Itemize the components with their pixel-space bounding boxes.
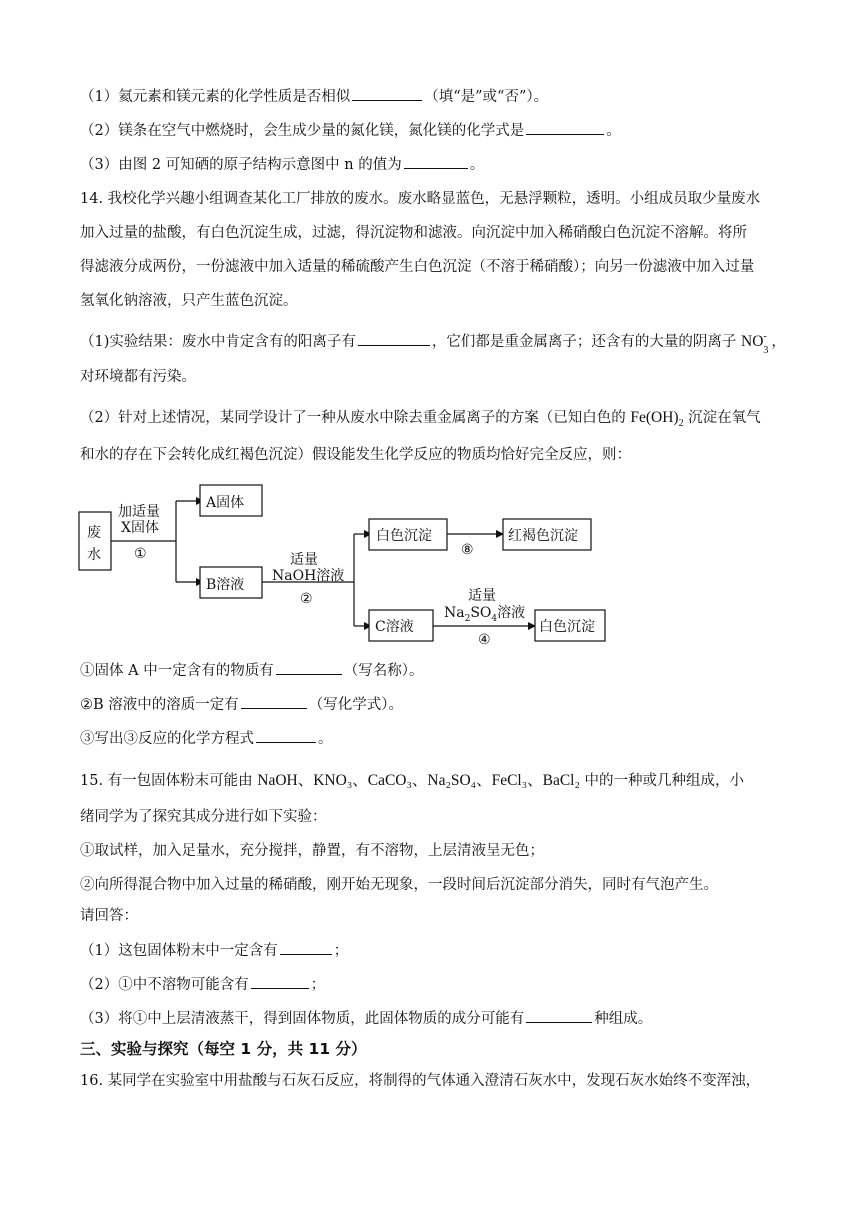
text: （填“是”或“否”）。 xyxy=(424,89,549,105)
text: （1）这包固体粉末中一定含有 xyxy=(80,943,278,959)
step1-label: 加适量 xyxy=(118,504,160,520)
text: （写化学式）。 xyxy=(308,697,404,713)
question-14-line4: 氢氧化钠溶液，只产生蓝色沉淀。 xyxy=(80,293,298,309)
box-a-label: A固体 xyxy=(206,495,245,511)
answer-blank[interactable] xyxy=(241,694,307,709)
text: （1)实验结果：废水中肯定含有的阳离子有 xyxy=(80,334,356,350)
text: 沉淀在氧气 xyxy=(683,410,761,426)
question-14-line1: 14. 我校化学兴趣小组调查某化工厂排放的废水。废水略显蓝色，无悬浮颗粒，透明。小组成员取少量废水 xyxy=(80,191,761,207)
step1-reagent: X固体 xyxy=(121,520,159,536)
text: 。 xyxy=(469,157,485,173)
question-14-sub1 xyxy=(80,331,800,356)
question-14-item1 xyxy=(80,660,800,682)
text: ， xyxy=(771,334,786,350)
step2-reagent: NaOH溶液 xyxy=(272,568,345,584)
text: ②B 溶液中的溶质一定有 xyxy=(80,697,239,713)
red-brown-precipitate-label: 红褐色沉淀 xyxy=(508,528,578,544)
step1-number: ① xyxy=(134,546,147,562)
question-15-part1 xyxy=(80,940,800,962)
question-14-sub2 xyxy=(80,407,800,435)
answer-blank[interactable] xyxy=(256,728,316,743)
question-15-line1 xyxy=(80,770,800,792)
question-14-sub2-cont: 和水的存在下会转化成红褐色沉淀）假设能发生化学反应的物质均恰好完全反应，则： xyxy=(80,447,631,463)
text: （写名称）。 xyxy=(343,663,424,679)
question-14-line3: 得滤液分成两份，一份滤液中加入适量的稀硫酸产生白色沉淀（不溶于稀硝酸）；向另一份滤液中加入过量 xyxy=(80,259,755,275)
text: ； xyxy=(310,977,326,993)
compound-list: NaOH、KNO₃、CaCO₃、Na₂SO₄、FeCl₃、BaCl₂ xyxy=(257,772,580,789)
box-c-label: C溶液 xyxy=(375,619,414,635)
question-14-line2: 加入过量的盐酸，有白色沉淀生成，过滤，得沉淀物和滤液。向沉淀中加入稀硝酸白色沉淀不溶解。将所 xyxy=(80,225,747,241)
nitrate-formula: NO - 3 xyxy=(741,331,769,356)
question-16-line1: 16. 某同学在实验室中用盐酸与石灰石反应，将制得的气体通入澄清石灰水中，发现石灰水始终不变浑浊， xyxy=(80,1073,761,1089)
text: （2）①中不溶物可能含有 xyxy=(80,977,249,993)
text: （2）镁条在空气中燃烧时，会生成少量的氮化镁，氮化镁的化学式是 xyxy=(80,123,525,139)
question-14-item3 xyxy=(80,728,800,750)
text: 。 xyxy=(318,731,333,747)
text: （3）由图 2 可知硒的原子结构示意图中 n 的值为 xyxy=(80,157,402,173)
waste-label-top: 废 xyxy=(87,525,101,541)
text: ； xyxy=(333,943,349,959)
answer-blank[interactable] xyxy=(404,154,468,169)
question-15-part3 xyxy=(80,1008,800,1030)
box-b-label: B溶液 xyxy=(206,577,245,593)
question-13-part3 xyxy=(80,154,800,176)
text: ，它们都是重金属离子；还含有的大量的阴离子 xyxy=(431,334,741,350)
step2-number: ② xyxy=(300,591,313,607)
question-15-step1: ①取试样，加入足量水，充分搅拌，静置，有不溶物，上层清液呈无色； xyxy=(80,843,544,859)
text: （1）氦元素和镁元素的化学性质是否相似 xyxy=(80,89,351,105)
text: 种组成。 xyxy=(594,1011,653,1027)
section-title: 三、实验与探究（每空 1 分，共 11 分） xyxy=(80,1040,367,1058)
text: ③写出③反应的化学方程式 xyxy=(80,731,254,747)
white-precipitate-2-label: 白色沉淀 xyxy=(539,619,595,635)
white-precipitate-1-label: 白色沉淀 xyxy=(376,528,432,544)
answer-blank[interactable] xyxy=(526,120,604,135)
text: 15. 有一包固体粉末可能由 xyxy=(80,773,258,789)
text: 。 xyxy=(606,123,621,139)
answer-blank[interactable] xyxy=(352,86,422,101)
question-15-step2: ②向所得混合物中加入过量的稀硝酸，刚开始无现象，一段时间后沉淀部分消失，同时有气泡产生。 xyxy=(80,877,718,893)
step4-number: ④ xyxy=(478,632,491,648)
question-15-line2: 绪同学为了探究其成分进行如下实验： xyxy=(80,809,327,825)
question-13-part1 xyxy=(80,86,800,108)
answer-blank[interactable] xyxy=(276,660,342,675)
process-flow-diagram xyxy=(76,482,616,652)
step8-number: ⑧ xyxy=(461,542,474,558)
answer-blank[interactable] xyxy=(358,331,430,346)
answer-blank[interactable] xyxy=(280,940,332,955)
ferrous-hydroxide-formula: $Fe(OH)_2$ xyxy=(630,409,684,430)
question-14-sub1-cont: 对环境都有污染。 xyxy=(80,369,196,385)
step4-label: 适量 xyxy=(468,588,496,604)
text: ①固体 A 中一定含有的物质有 xyxy=(80,663,274,679)
answer-blank[interactable] xyxy=(251,974,309,989)
answer-blank[interactable] xyxy=(526,1008,592,1023)
text: （3）将①中上层清液蒸干，得到固体物质，此固体物质的成分可能有 xyxy=(80,1011,525,1027)
step2-label: 适量 xyxy=(290,552,318,568)
question-15-prompt: 请回答： xyxy=(80,908,138,924)
text: 中的一种或几种组成，小 xyxy=(579,773,744,789)
waste-label-bottom: 水 xyxy=(87,547,101,563)
question-13-part2 xyxy=(80,120,800,142)
step4-reagent: $Na_2SO_4$溶液 xyxy=(444,605,526,624)
question-15-part2 xyxy=(80,974,800,996)
question-14-item2 xyxy=(80,694,800,716)
text: （2）针对上述情况，某同学设计了一种从废水中除去重金属离子的方案（已知白色的 xyxy=(80,410,631,426)
